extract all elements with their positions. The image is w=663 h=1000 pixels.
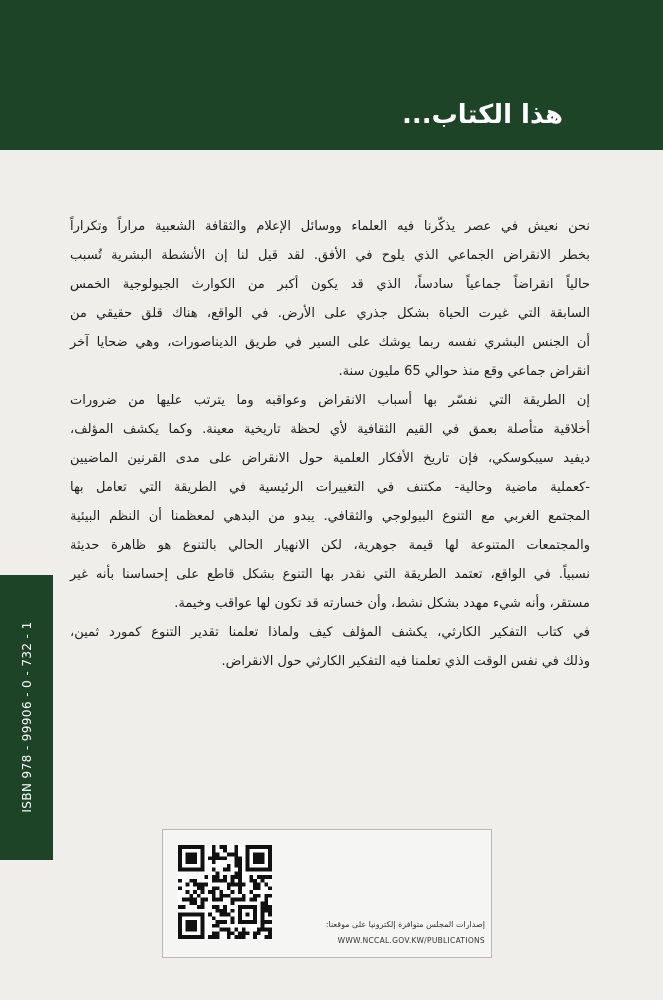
blurb-line: وذلك في نفس الوقت الذي تعلمنا فيه التفكير الكارثي حول الانقراض.: [221, 654, 590, 669]
blurb-line: إن الطريقة التي نفسّر بها أسباب الانقراض وعواقبه وما يترتب عليها من ضرورات: [70, 393, 590, 408]
blurb-line: نسبياً. في الواقع، تعتمد الطريقة التي نقدر بها التنوع بشكل قاطع على إحساسنا بأنه غير: [70, 567, 590, 582]
blurb-line: المجتمع الغربي مع التنوع البيولوجي والثقافي. يبدو من البدهي لمعظمنا أن النظم البيئية: [70, 509, 590, 524]
blurb-line: ديفيد سيبكوسكي، فإن تاريخ الأفكار العلمية حول الانقراض على مدى القرنين الماضيين: [70, 451, 590, 466]
blurb: [70, 212, 590, 676]
publications-note: إصدارات المجلس متوافرة إلكترونيا على موقعنا:: [325, 920, 485, 929]
isbn-text: ISBN 978 - 99906 - 0 - 732 - 1: [20, 621, 34, 813]
blurb-line: بخطر الانقراض الجماعي الذي يلوح في الأفق. لقد قيل لنا إن الأنشطة البشرية تُسبب: [70, 248, 590, 263]
blurb-line: أخلاقية متأصلة بعمق في القيم الثقافية لأي لحظة تاريخية معينة. وكما يكشف المؤلف،: [70, 422, 590, 437]
blurb-line: والمجتمعات المتنوعة لها قيمة جوهرية، لكن الانهيار الحالي بالتنوع هو ظاهرة حديثة: [70, 538, 590, 553]
qr-code-icon[interactable]: [178, 845, 272, 939]
book-title: هذا الكتاب...: [402, 100, 563, 130]
blurb-line: نحن نعيش في عصر يذكّرنا فيه العلماء ووسائل الإعلام والثقافة الشعبية مراراً وتكراراً: [70, 219, 590, 234]
blurb-line: -كعملية ماضية وحالية- مكتنف في التغييرات الرئيسية في الطريقة التي تعامل بها: [70, 480, 590, 495]
qr-panel: [162, 829, 492, 958]
header-band: [0, 0, 663, 150]
blurb-line: انقراض جماعي وقع منذ حوالي 65 مليون سنة.: [338, 364, 590, 379]
publications-url[interactable]: WWW.NCCAL.GOV.KW/PUBLICATIONS: [337, 936, 485, 945]
blurb-line: مستقر، وأنه شيء مهدد بشكل نشط، وأن خسارته قد تكون لها عواقب وخيمة.: [174, 596, 590, 611]
blurb-line: السابقة التي غيرت الحياة بشكل جذري على الأرض. في الواقع، هناك قلق حقيقي من: [70, 306, 590, 321]
blurb-line: أن الجنس البشري نفسه ربما يوشك على السير في طريق الديناصورات، وهي ضحايا آخر: [70, 335, 590, 350]
blurb-line: حالياً انقراضاً جماعياً سادساً، الذي قد يكون أكبر من الكوارث الجيولوجية الخمس: [70, 277, 590, 292]
blurb-line: في كتاب التفكير الكارثي، يكشف المؤلف كيف ولماذا تعلمنا تقدير التنوع كمورد ثمين،: [70, 625, 590, 640]
